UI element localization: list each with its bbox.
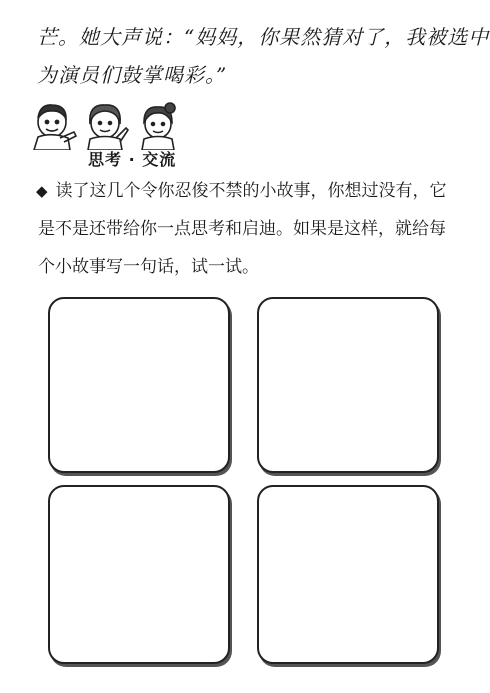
answer-box-3[interactable] — [48, 485, 230, 664]
story-text-line-2: 为演员们鼓掌喝彩。” — [37, 63, 228, 87]
answer-box-1[interactable] — [48, 297, 230, 473]
prompt-line-3: 个小故事写一句话，试一试。 — [38, 257, 259, 277]
diamond-bullet-icon: ◆ — [36, 182, 48, 200]
prompt-line-2: 是不是还带给你一点思考和启迪。如果是这样，就给每 — [38, 219, 446, 239]
prompt-line-1 — [36, 180, 447, 202]
answer-box-4[interactable] — [257, 485, 439, 664]
prompt-text-1: 读了这几个令你忍俊不禁的小故事，你想过没有，它 — [55, 181, 447, 201]
answer-box-2[interactable] — [257, 297, 439, 473]
three-children-illustration-icon — [30, 98, 185, 150]
story-text-line-1: 芒。她大声说：“妈妈，你果然猜对了，我被选中 — [37, 25, 490, 49]
section-title: 思考 · 交流 — [88, 150, 177, 169]
